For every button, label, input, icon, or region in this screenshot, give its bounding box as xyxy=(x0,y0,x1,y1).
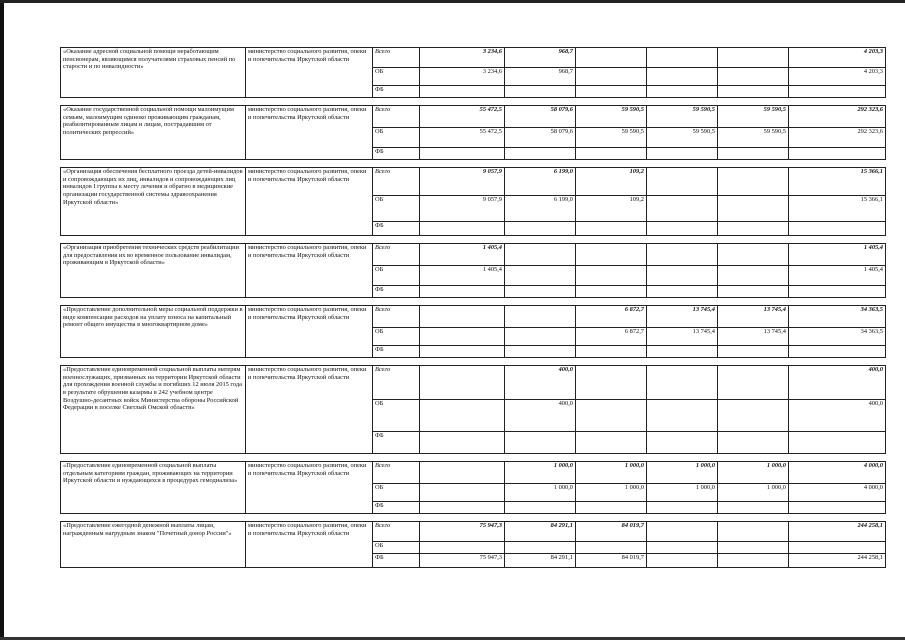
amount-cell xyxy=(420,366,505,400)
amount-cell: 6 872,7 xyxy=(576,306,647,328)
amount-cell xyxy=(718,400,789,432)
amount-cell: 13 745,4 xyxy=(718,306,789,328)
source-ob: ОБ xyxy=(373,196,420,222)
amount-cell xyxy=(647,168,718,196)
amount-cell xyxy=(576,48,647,68)
amount-cell: 84 291,1 xyxy=(505,554,576,568)
event-cell: «Предоставление ежегодной денежной выплаты лицам, награжденным нагрудным знаком "Почетный донор России"» xyxy=(61,522,246,568)
budget-table xyxy=(60,47,886,568)
scan-edge-left xyxy=(0,0,4,640)
amount-cell xyxy=(647,522,718,542)
amount-cell: 1 000,0 xyxy=(505,462,576,484)
executor-cell: министерство социального развития, опеки и попечительства Иркутской области xyxy=(246,168,373,236)
amount-cell: 4 000,0 xyxy=(789,484,886,502)
table-row-total xyxy=(61,522,886,542)
amount-cell: 15 366,1 xyxy=(789,168,886,196)
executor-cell: министерство социального развития, опеки и попечительства Иркутской области xyxy=(246,106,373,160)
source-total: Всего xyxy=(373,306,420,328)
amount-cell: 1 000,0 xyxy=(576,484,647,502)
amount-cell: 1 000,0 xyxy=(647,462,718,484)
amount-cell xyxy=(576,244,647,266)
amount-cell xyxy=(420,328,505,346)
amount-cell: 6 199,0 xyxy=(505,196,576,222)
amount-cell: 1 405,4 xyxy=(789,244,886,266)
amount-cell: 4 203,3 xyxy=(789,68,886,86)
amount-cell xyxy=(576,68,647,86)
amount-cell: 4 000,0 xyxy=(789,462,886,484)
table-row-total xyxy=(61,48,886,68)
amount-cell: 15 366,1 xyxy=(789,196,886,222)
amount-cell: 1 000,0 xyxy=(718,484,789,502)
event-cell: «Предоставление единовременной социальной выплаты матерям военнослужащих, призванных на территории Иркутской области для прохождения военной службы и погибших 12 июля 2015 года в результате обрушения казармы в 242 учебном центре Воздушно-десантных войск Министерства обороны Российской Федерации в поселке Светлый Омской области» xyxy=(61,366,246,454)
amount-cell: 1 405,4 xyxy=(420,244,505,266)
event-cell: «Предоставление дополнительной меры социальной поддержки в виде компенсации расходов на уплату взноса на капитальный ремонт общего имущества в многоквартирном доме» xyxy=(61,306,246,358)
executor-cell: министерство социального развития, опеки и попечительства Иркутской области xyxy=(246,522,373,568)
amount-cell: 59 590,5 xyxy=(576,106,647,128)
amount-cell xyxy=(647,366,718,400)
source-fb: ФБ xyxy=(373,86,420,98)
amount-cell: 1 000,0 xyxy=(647,484,718,502)
amount-cell xyxy=(647,266,718,286)
event-cell: «Организация приобретения технических средств реабилитации для предоставления их во временное пользование инвалидам, проживающим в Иркутской области» xyxy=(61,244,246,298)
table-row-total xyxy=(61,168,886,196)
source-ob: ОБ xyxy=(373,68,420,86)
source-ob: ОБ xyxy=(373,266,420,286)
amount-cell: 292 323,6 xyxy=(789,128,886,148)
amount-cell xyxy=(647,244,718,266)
amount-cell: 1 000,0 xyxy=(505,484,576,502)
amount-cell: 292 323,6 xyxy=(789,106,886,128)
amount-cell xyxy=(718,68,789,86)
amount-cell: 1 000,0 xyxy=(576,462,647,484)
amount-cell xyxy=(420,306,505,328)
executor-cell: министерство социального развития, опеки и попечительства Иркутской области xyxy=(246,306,373,358)
amount-cell xyxy=(718,196,789,222)
amount-cell xyxy=(576,266,647,286)
amount-cell: 84 019,7 xyxy=(576,522,647,542)
table-row-total xyxy=(61,106,886,128)
source-fb: ФБ xyxy=(373,148,420,160)
source-fb: ФБ xyxy=(373,502,420,514)
amount-cell: 55 472,5 xyxy=(420,106,505,128)
source-total: Всего xyxy=(373,168,420,196)
amount-cell xyxy=(505,306,576,328)
source-total: Всего xyxy=(373,462,420,484)
amount-cell: 58 079,6 xyxy=(505,128,576,148)
table-row-total xyxy=(61,462,886,484)
amount-cell xyxy=(505,328,576,346)
amount-cell: 1 405,4 xyxy=(789,266,886,286)
amount-cell: 3 234,6 xyxy=(420,68,505,86)
amount-cell: 59 590,5 xyxy=(647,128,718,148)
source-ob: ОБ xyxy=(373,542,420,554)
source-fb: ФБ xyxy=(373,286,420,298)
amount-cell: 4 203,3 xyxy=(789,48,886,68)
amount-cell xyxy=(718,244,789,266)
source-fb: ФБ xyxy=(373,432,420,454)
source-total: Всего xyxy=(373,366,420,400)
amount-cell: 34 363,5 xyxy=(789,328,886,346)
amount-cell xyxy=(420,462,505,484)
table-row-total xyxy=(61,244,886,266)
event-cell: «Предоставление единовременной социальной выплаты отдельным категориям граждан, проживающих на территории Иркутской области и нуждающихся в процедурах гемодиализа» xyxy=(61,462,246,514)
amount-cell: 6 199,0 xyxy=(505,168,576,196)
amount-cell: 968,7 xyxy=(505,48,576,68)
amount-cell: 84 291,1 xyxy=(505,522,576,542)
amount-cell: 55 472,5 xyxy=(420,128,505,148)
amount-cell: 400,0 xyxy=(789,400,886,432)
event-cell: «Оказание адресной социальной помощи неработающим пенсионерам, являющимся получателями страховых пенсий по старости и по инвалидности» xyxy=(61,48,246,98)
amount-cell: 59 590,5 xyxy=(576,128,647,148)
amount-cell xyxy=(718,522,789,542)
amount-cell: 1 405,4 xyxy=(420,266,505,286)
executor-cell: министерство социального развития, опеки и попечительства Иркутской области xyxy=(246,244,373,298)
amount-cell xyxy=(505,266,576,286)
amount-cell xyxy=(718,366,789,400)
amount-cell xyxy=(718,168,789,196)
amount-cell: 84 019,7 xyxy=(576,554,647,568)
source-total: Всего xyxy=(373,106,420,128)
source-fb: ФБ xyxy=(373,346,420,358)
table-row-total xyxy=(61,366,886,400)
amount-cell: 109,2 xyxy=(576,168,647,196)
source-ob: ОБ xyxy=(373,128,420,148)
amount-cell: 244 258,1 xyxy=(789,554,886,568)
amount-cell: 34 363,5 xyxy=(789,306,886,328)
executor-cell: министерство социального развития, опеки и попечительства Иркутской области xyxy=(246,48,373,98)
amount-cell xyxy=(718,554,789,568)
amount-cell xyxy=(718,48,789,68)
amount-cell: 13 745,4 xyxy=(647,306,718,328)
amount-cell: 6 872,7 xyxy=(576,328,647,346)
amount-cell: 59 590,5 xyxy=(718,106,789,128)
source-ob: ОБ xyxy=(373,400,420,432)
amount-cell: 58 079,6 xyxy=(505,106,576,128)
amount-cell: 968,7 xyxy=(505,68,576,86)
amount-cell xyxy=(420,400,505,432)
source-fb: ФБ xyxy=(373,222,420,236)
scan-edge-top xyxy=(0,0,905,3)
amount-cell: 400,0 xyxy=(505,366,576,400)
amount-cell xyxy=(420,484,505,502)
amount-cell: 3 234,6 xyxy=(420,48,505,68)
source-total: Всего xyxy=(373,48,420,68)
amount-cell: 109,2 xyxy=(576,196,647,222)
source-total: Всего xyxy=(373,522,420,542)
amount-cell: 400,0 xyxy=(789,366,886,400)
event-cell: «Организация обеспечения бесплатного проезда детей-инвалидов и сопровождающих их лиц, инвалидов и сопровождающих лиц инвалидов I группы к месту лечения и обратно в медицинские организации государственной системы здравоохранения Иркутской области» xyxy=(61,168,246,236)
amount-cell: 13 745,4 xyxy=(718,328,789,346)
amount-cell: 9 057,9 xyxy=(420,196,505,222)
amount-cell: 75 947,3 xyxy=(420,522,505,542)
amount-cell xyxy=(576,400,647,432)
amount-cell: 59 590,5 xyxy=(647,106,718,128)
table-row-total xyxy=(61,306,886,328)
amount-cell: 400,0 xyxy=(505,400,576,432)
amount-cell xyxy=(505,244,576,266)
executor-cell: министерство социального развития, опеки и попечительства Иркутской области xyxy=(246,462,373,514)
source-total: Всего xyxy=(373,244,420,266)
amount-cell: 1 000,0 xyxy=(718,462,789,484)
amount-cell xyxy=(576,366,647,400)
amount-cell: 13 745,4 xyxy=(647,328,718,346)
executor-cell: министерство социального развития, опеки и попечительства Иркутской области xyxy=(246,366,373,454)
amount-cell xyxy=(718,266,789,286)
amount-cell xyxy=(647,196,718,222)
amount-cell xyxy=(647,554,718,568)
amount-cell: 59 590,5 xyxy=(718,128,789,148)
amount-cell xyxy=(647,48,718,68)
amount-cell xyxy=(647,68,718,86)
amount-cell xyxy=(647,400,718,432)
source-ob: ОБ xyxy=(373,484,420,502)
event-cell: «Оказание государственной социальной помощи малоимущим семьям, малоимущим одиноко проживающим гражданам, реабилитированным лицам и лицам, пострадавшим от политических репрессий» xyxy=(61,106,246,160)
amount-cell: 244 258,1 xyxy=(789,522,886,542)
amount-cell: 75 947,3 xyxy=(420,554,505,568)
source-fb: ФБ xyxy=(373,554,420,568)
amount-cell: 9 057,9 xyxy=(420,168,505,196)
source-ob: ОБ xyxy=(373,328,420,346)
